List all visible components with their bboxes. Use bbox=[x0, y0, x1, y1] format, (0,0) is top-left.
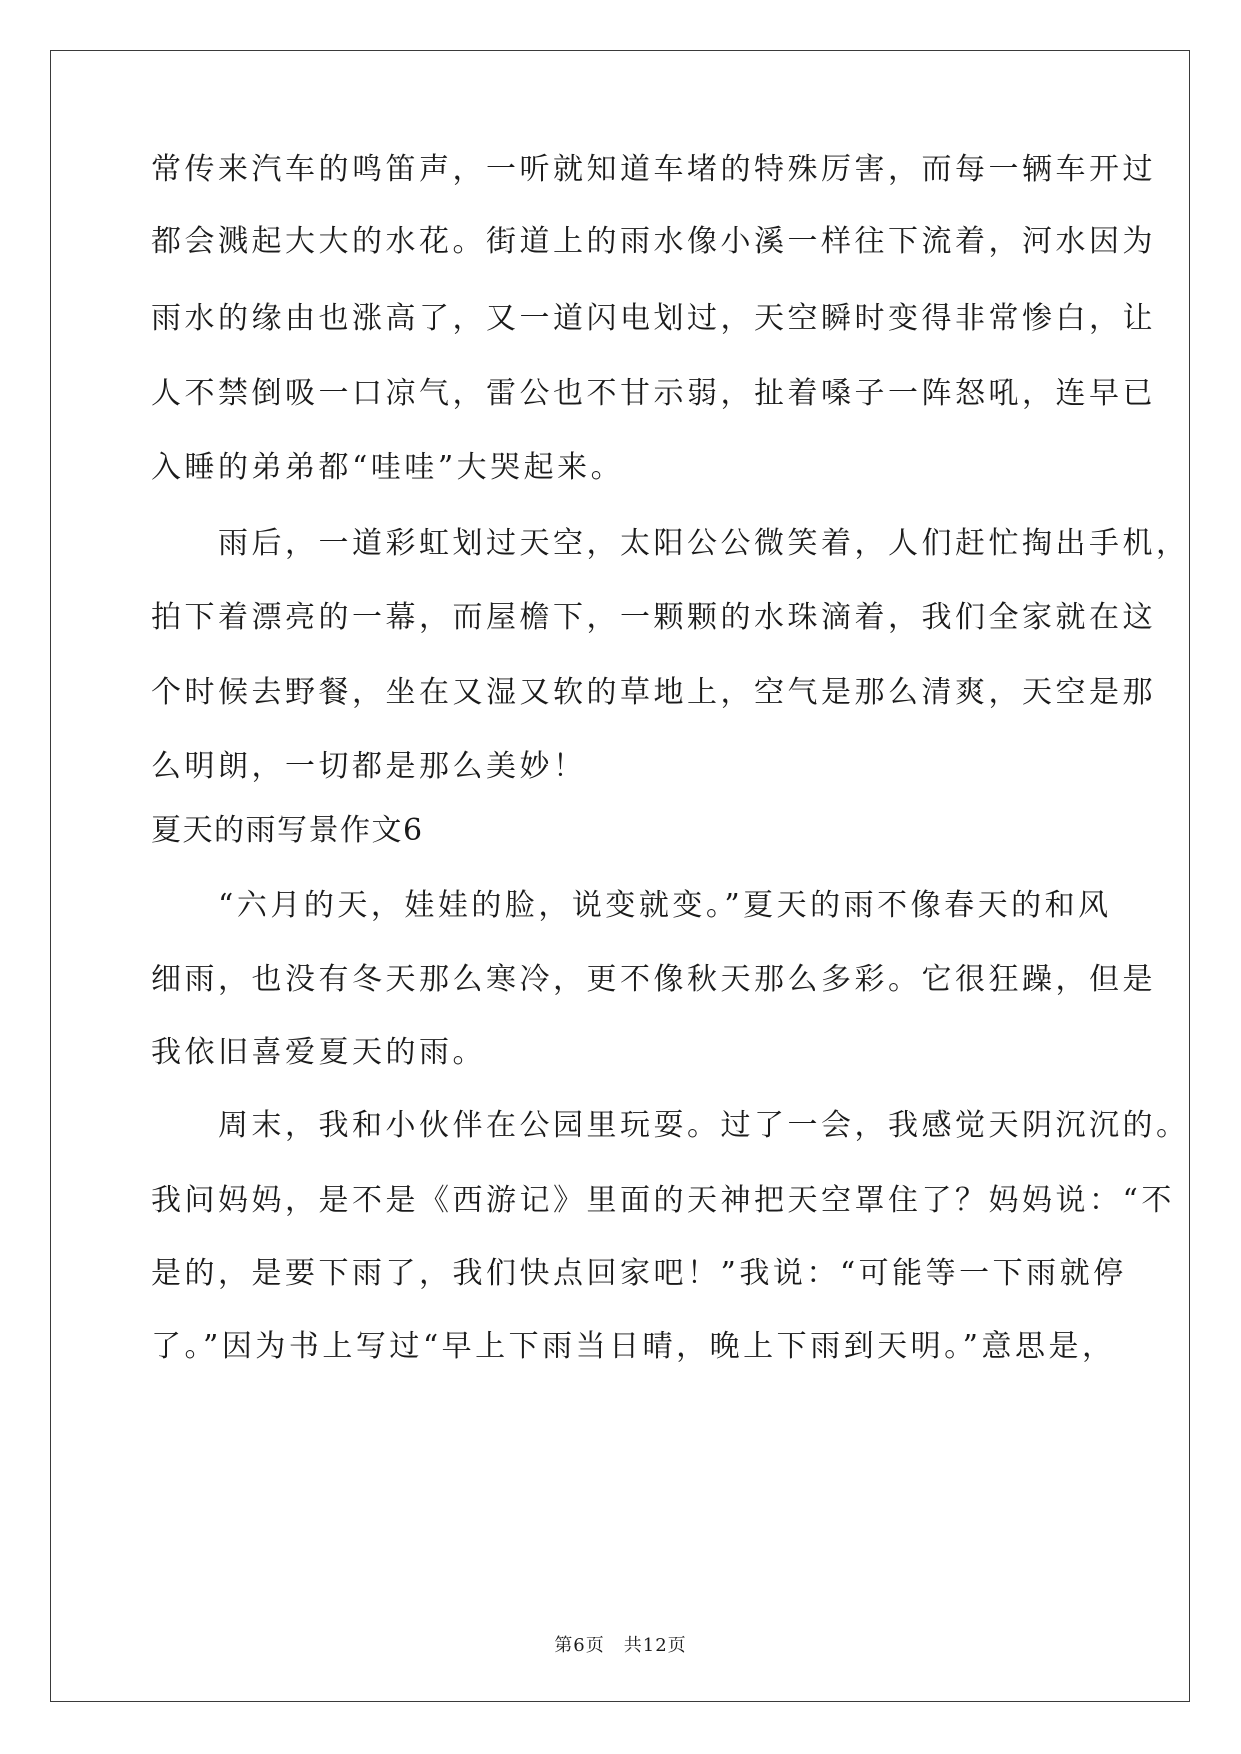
text-line: 人不禁倒吸一口凉气，雷公也不甘示弱，扯着嗓子一阵怒吼，连早已 bbox=[151, 376, 1156, 411]
text-line: 了。”因为书上写过“早上下雨当日晴，晚上下雨到天明。”意思是， bbox=[151, 1329, 1116, 1364]
text-line: 细雨，也没有冬天那么寒冷，更不像秋天那么多彩。它很狂躁，但是 bbox=[151, 962, 1156, 997]
text-line: 我依旧喜爱夏天的雨。 bbox=[151, 1035, 486, 1070]
text-line: 入睡的弟弟都“哇哇”大哭起来。 bbox=[151, 450, 625, 485]
text-line: “六月的天，娃娃的脸，说变就变。”夏天的雨不像春天的和风 bbox=[151, 888, 1112, 923]
page-number: 第6页 共12页 bbox=[554, 1635, 687, 1656]
page-border bbox=[50, 50, 1190, 1702]
text-line: 么明朗，一切都是那么美妙！ bbox=[151, 749, 587, 784]
section-heading: 夏天的雨写景作文6 bbox=[151, 813, 424, 848]
text-line: 常传来汽车的鸣笛声，一听就知道车堵的特殊厉害，而每一辆车开过 bbox=[151, 152, 1156, 187]
text-line: 周末，我和小伙伴在公园里玩耍。过了一会，我感觉天阴沉沉的。 bbox=[151, 1108, 1190, 1143]
text-line: 雨水的缘由也涨高了，又一道闪电划过，天空瞬时变得非常惨白，让 bbox=[151, 301, 1156, 336]
text-line: 我问妈妈，是不是《西游记》里面的天神把天空罩住了？妈妈说：“不 bbox=[151, 1183, 1175, 1218]
text-line: 个时候去野餐，坐在又湿又软的草地上，空气是那么清爽，天空是那 bbox=[151, 675, 1156, 710]
text-line: 雨后，一道彩虹划过天空，太阳公公微笑着，人们赶忙掏出手机， bbox=[151, 526, 1190, 561]
text-line: 是的，是要下雨了，我们快点回家吧！”我说：“可能等一下雨就停 bbox=[151, 1256, 1127, 1291]
text-line: 都会溅起大大的水花。街道上的雨水像小溪一样往下流着，河水因为 bbox=[151, 224, 1156, 259]
text-line: 拍下着漂亮的一幕，而屋檐下，一颗颗的水珠滴着，我们全家就在这 bbox=[151, 600, 1156, 635]
